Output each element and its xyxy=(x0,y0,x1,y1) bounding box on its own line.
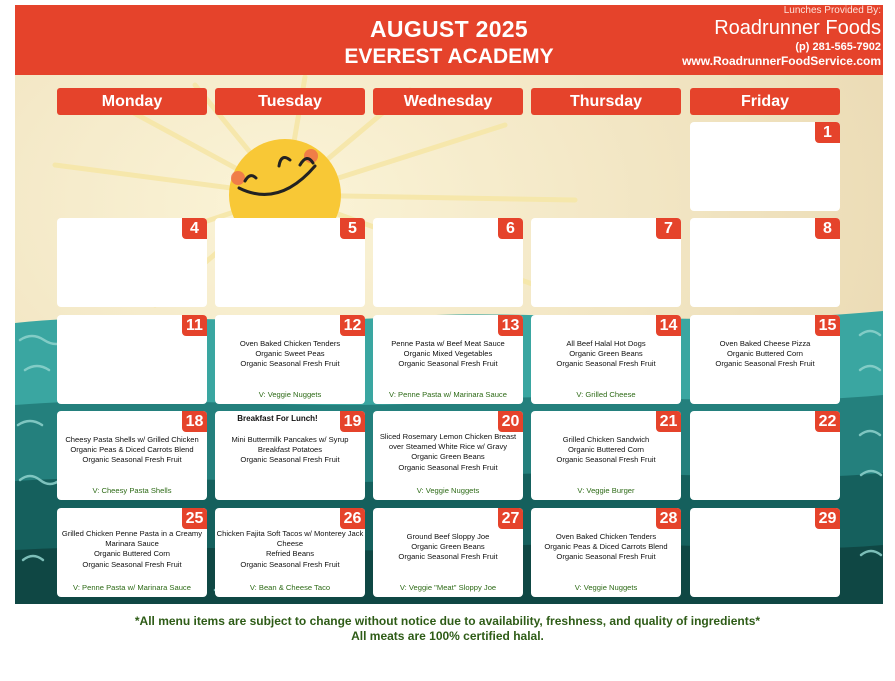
date-badge: 22 xyxy=(815,411,840,432)
date-badge: 27 xyxy=(498,508,523,529)
footer-disclaimer xyxy=(0,614,895,644)
menu-item: Breakfast Potatoes xyxy=(257,445,323,455)
date-badge: 12 xyxy=(340,315,365,336)
menu-item: Organic Seasonal Fresh Fruit xyxy=(240,559,340,569)
header-banner xyxy=(15,5,883,75)
date-badge: 13 xyxy=(498,315,523,336)
menu-items xyxy=(373,432,523,473)
day-cell xyxy=(531,315,681,404)
provider-label: Lunches Provided By: xyxy=(783,5,881,16)
day-cell xyxy=(57,315,207,404)
day-cell xyxy=(57,508,207,597)
menu-item: All Beef Halal Hot Dogs xyxy=(566,339,646,348)
menu-item: Grilled Chicken Penne Pasta in a Creamy Marinara Sauce xyxy=(61,529,203,549)
menu-item: Organic Green Beans xyxy=(411,452,485,462)
menu-item: Organic Peas & Diced Carrots Blend xyxy=(544,542,668,552)
date-badge: 26 xyxy=(340,508,365,529)
vegetarian-option: V: Bean & Cheese Taco xyxy=(249,583,331,592)
vegetarian-option: V: Penne Pasta w/ Marinara Sauce xyxy=(73,583,191,592)
date-badge: 1 xyxy=(815,122,840,143)
menu-items xyxy=(373,532,523,563)
date-badge: 7 xyxy=(656,218,681,239)
menu-items xyxy=(373,339,523,370)
provider-phone: (p) 281-565-7902 xyxy=(795,41,881,53)
menu-item: Mini Buttermilk Pancakes w/ Syrup xyxy=(231,435,349,444)
menu-items xyxy=(215,529,365,570)
vegetarian-option: V: Veggie Nuggets xyxy=(258,390,322,399)
menu-item: Organic Seasonal Fresh Fruit xyxy=(398,552,498,562)
menu-item: Organic Seasonal Fresh Fruit xyxy=(556,455,656,465)
date-badge: 20 xyxy=(498,411,523,432)
day-cell xyxy=(373,508,523,597)
menu-items xyxy=(531,339,681,370)
menu-item: Organic Seasonal Fresh Fruit xyxy=(715,359,815,369)
menu-item: Organic Seasonal Fresh Fruit xyxy=(556,552,656,562)
day-cell xyxy=(373,218,523,307)
menu-item: Organic Buttered Corn xyxy=(568,445,644,455)
date-badge: 28 xyxy=(656,508,681,529)
vegetarian-option: V: Cheesy Pasta Shells xyxy=(92,486,172,495)
menu-item: Ground Beef Sloppy Joe xyxy=(406,532,490,541)
menu-item: Oven Baked Chicken Tenders xyxy=(555,532,657,541)
menu-item: Organic Seasonal Fresh Fruit xyxy=(240,359,340,369)
date-badge: 15 xyxy=(815,315,840,336)
menu-item: Organic Seasonal Fresh Fruit xyxy=(82,455,182,465)
day-cell xyxy=(531,508,681,597)
menu-sheet xyxy=(15,5,883,604)
menu-item: Organic Buttered Corn xyxy=(94,549,170,559)
day-cell xyxy=(531,218,681,307)
day-cell xyxy=(57,411,207,500)
day-cell xyxy=(215,315,365,404)
school-name: EVEREST ACADEMY xyxy=(344,45,554,68)
date-badge: 14 xyxy=(656,315,681,336)
day-header-tuesday: Tuesday xyxy=(215,88,365,115)
date-badge: 5 xyxy=(340,218,365,239)
day-header-wednesday: Wednesday xyxy=(373,88,523,115)
day-cell xyxy=(215,508,365,597)
vegetarian-option: V: Veggie "Meat" Sloppy Joe xyxy=(399,583,497,592)
month-title: AUGUST 2025 xyxy=(370,16,528,42)
menu-items xyxy=(215,435,365,466)
menu-item: Organic Seasonal Fresh Fruit xyxy=(398,359,498,369)
day-cell xyxy=(373,315,523,404)
day-cell xyxy=(373,411,523,500)
provider-name: Roadrunner Foods xyxy=(714,17,881,39)
date-badge: 8 xyxy=(815,218,840,239)
halal-note: All meats are 100% certified halal. xyxy=(351,629,544,643)
menu-item: Penne Pasta w/ Beef Meat Sauce xyxy=(391,339,505,348)
date-badge: 18 xyxy=(182,411,207,432)
menu-item: Organic Green Beans xyxy=(411,542,485,552)
menu-item: Organic Green Beans xyxy=(569,349,643,359)
day-header-friday: Friday xyxy=(690,88,840,115)
menu-item: Oven Baked Chicken Tenders xyxy=(239,339,341,348)
day-header-thursday: Thursday xyxy=(531,88,681,115)
day-cell xyxy=(690,218,840,307)
menu-item: Organic Peas & Diced Carrots Blend xyxy=(70,445,194,455)
menu-items xyxy=(690,339,840,370)
menu-item: Organic Buttered Corn xyxy=(727,349,803,359)
menu-item: Sliced Rosemary Lemon Chicken Breast over Steamed White Rice w/ Gravy xyxy=(379,432,517,452)
disclaimer-line: *All menu items are subject to change without notice due to availability, freshness, and quality of ingredients* xyxy=(134,614,761,628)
menu-items xyxy=(531,435,681,466)
menu-items xyxy=(215,339,365,370)
menu-item: Organic Seasonal Fresh Fruit xyxy=(398,462,498,472)
date-badge: 6 xyxy=(498,218,523,239)
day-cell xyxy=(690,122,840,211)
day-cell xyxy=(690,508,840,597)
menu-item: Organic Seasonal Fresh Fruit xyxy=(82,559,182,569)
vegetarian-option: V: Veggie Nuggets xyxy=(574,583,638,592)
menu-item: Chicken Fajita Soft Tacos w/ Monterey Jack Cheese xyxy=(216,529,364,549)
special-note: Breakfast For Lunch! xyxy=(237,414,318,423)
day-cell xyxy=(57,218,207,307)
menu-item: Organic Seasonal Fresh Fruit xyxy=(240,455,340,465)
day-cell xyxy=(215,411,365,500)
vegetarian-option: V: Penne Pasta w/ Marinara Sauce xyxy=(389,390,507,399)
provider-website: www.RoadrunnerFoodService.com xyxy=(682,54,881,68)
vegetarian-option: V: Veggie Burger xyxy=(577,486,635,495)
date-badge: 29 xyxy=(815,508,840,529)
menu-item: Organic Seasonal Fresh Fruit xyxy=(556,359,656,369)
day-cell xyxy=(531,411,681,500)
menu-item: Oven Baked Cheese Pizza xyxy=(719,339,811,348)
date-badge: 25 xyxy=(182,508,207,529)
vegetarian-option: V: Grilled Cheese xyxy=(576,390,636,399)
provider-info xyxy=(682,5,881,69)
vegetarian-option: V: Veggie Nuggets xyxy=(416,486,480,495)
date-badge: 21 xyxy=(656,411,681,432)
menu-items xyxy=(57,435,207,466)
day-header-monday: Monday xyxy=(57,88,207,115)
menu-item: Grilled Chicken Sandwich xyxy=(562,435,650,444)
menu-item: Organic Mixed Vegetables xyxy=(403,349,493,359)
date-badge: 4 xyxy=(182,218,207,239)
date-badge: 11 xyxy=(182,315,207,336)
day-cell xyxy=(215,218,365,307)
menu-item: Organic Sweet Peas xyxy=(255,349,325,359)
date-badge: 19 xyxy=(340,411,365,432)
menu-item: Refried Beans xyxy=(265,549,315,559)
menu-items xyxy=(531,532,681,563)
day-cell xyxy=(690,411,840,500)
menu-item: Cheesy Pasta Shells w/ Grilled Chicken xyxy=(65,435,199,444)
day-cell xyxy=(690,315,840,404)
menu-items xyxy=(57,529,207,570)
